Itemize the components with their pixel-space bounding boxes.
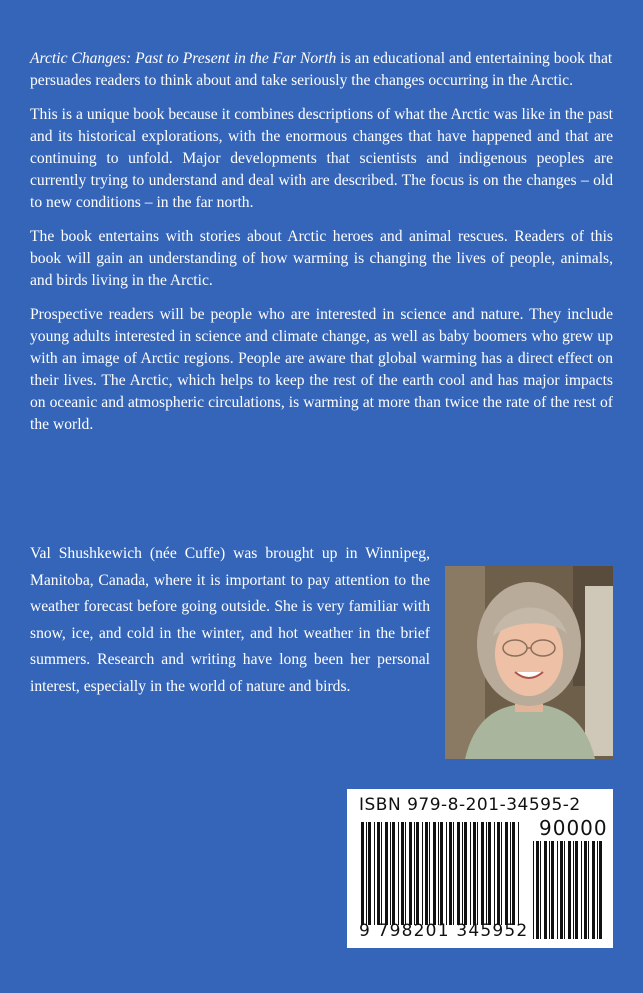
blurb-paragraph-2: This is a unique book because it combines descriptions of what the Arctic was like in the past and its historical explorations, with the enormous changes that have happened and that are continuing to unfold. Major developments that scientists and indigenous peoples are currently trying to understand and deal with are described. The focus is on the changes – old to new conditions – in the far north. bbox=[30, 106, 613, 211]
blurb-paragraph-1 bbox=[30, 48, 613, 92]
author-bio: Val Shushkewich (née Cuffe) was brought up in Winnipeg, Manitoba, Canada, where it is important to pay attention to the weather forecast before going outside. She is very familiar with snow, ice, and cold in the winter, and hot weather in the brief summers. Research and writing have long been her personal interest, especially in the world of nature and birds. bbox=[30, 545, 430, 695]
isbn-label: ISBN 979-8-201-34595-2 bbox=[359, 795, 581, 815]
blurb-paragraph-4: Prospective readers will be people who are interested in science and nature. They include young adults interested in science and climate change, as well as baby boomers who grew up with an image of Arctic regions. People are aware that global warming has a direct effect on their lives. The Arctic, which helps to keep the rest of the earth cool and has major impacts on oceanic and atmospheric circulations, is warming at more than twice the rate of the rest of the world. bbox=[30, 306, 613, 433]
book-blurb bbox=[30, 48, 613, 448]
book-title: Arctic Changes: Past to Present in the Far North bbox=[30, 50, 337, 67]
price-code: 90000 bbox=[539, 816, 608, 840]
isbn-barcode bbox=[347, 789, 613, 948]
author-portrait-illustration bbox=[445, 566, 613, 759]
ean-digits: 9 798201 345952 bbox=[359, 921, 529, 941]
author-photo bbox=[445, 566, 613, 759]
blurb-paragraph-3: The book entertains with stories about Arctic heroes and animal rescues. Readers of this book will gain an understanding of how warming is changing the lives of people, animals, and birds living in the Arctic. bbox=[30, 228, 613, 289]
blurb-paragraph-1-text: is an educational and entertaining book that persuades readers to think about and take seriously the changes occurring in the Arctic. bbox=[30, 50, 613, 89]
